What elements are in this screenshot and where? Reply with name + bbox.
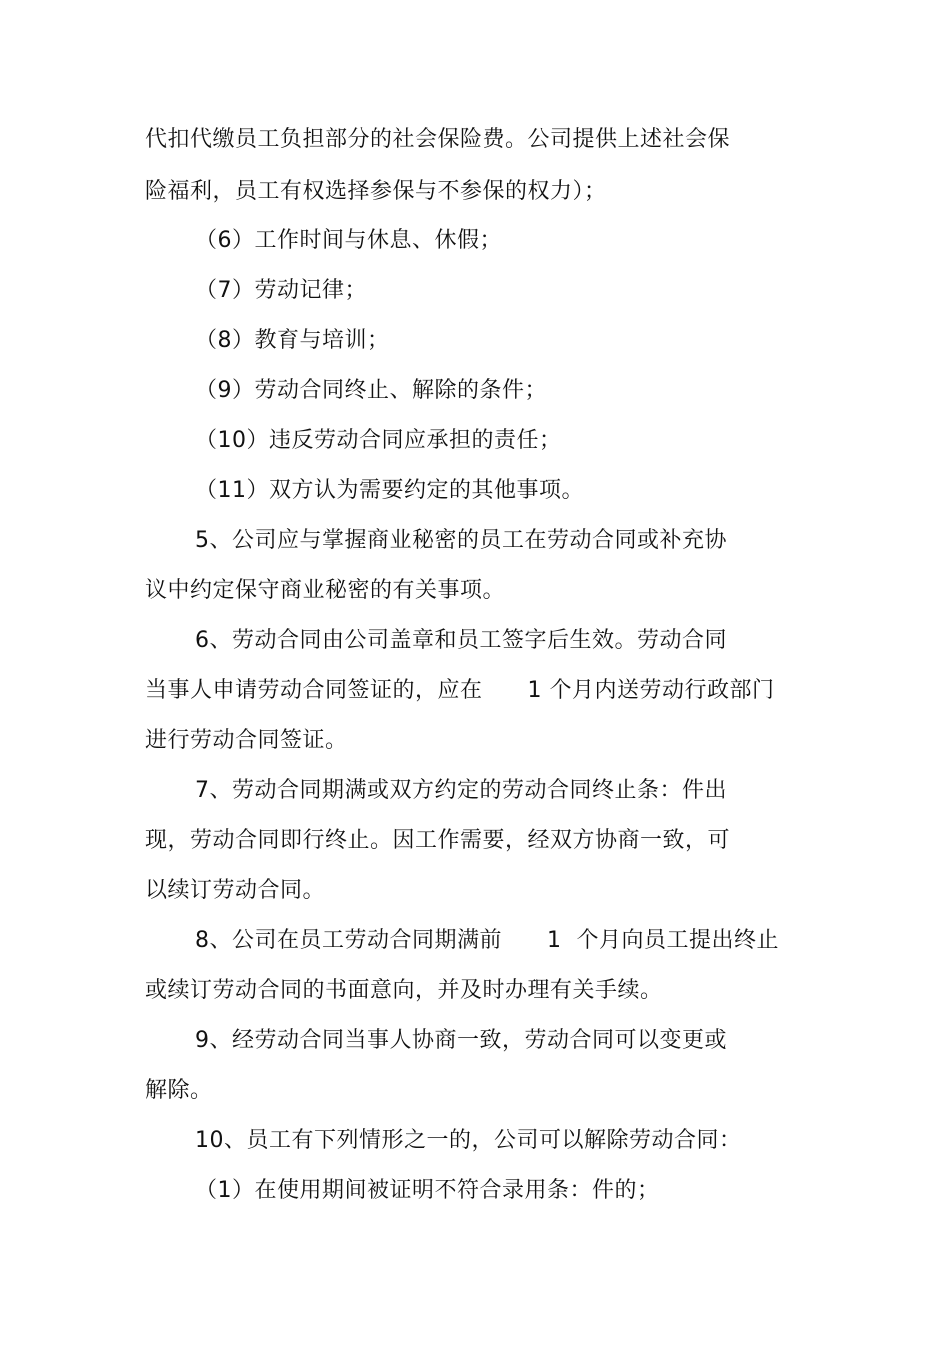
list-item: （8）教育与培训；: [195, 328, 390, 353]
paragraph-start: 5、公司应与掌握商业秘密的员工在劳动合同或补充协: [195, 528, 727, 553]
text-line: 或续订劳动合同的书面意向，并及时办理有关手续。: [145, 978, 663, 1003]
paragraph-start: 8、公司在员工劳动合同期满前 1 个月向员工提出终止: [195, 928, 779, 953]
paragraph-start: 10、员工有下列情形之一的，公司可以解除劳动合同：: [195, 1128, 742, 1153]
list-item: （1）在使用期间被证明不符合录用条：件的；: [195, 1178, 660, 1203]
text-line: 现，劳动合同即行终止。因工作需要，经双方协商一致，可: [145, 828, 731, 853]
text-line: 以续订劳动合同。: [145, 878, 326, 903]
text-line: 解除。: [145, 1078, 213, 1103]
text-line: 进行劳动合同签证。: [145, 728, 348, 753]
list-item: （11）双方认为需要约定的其他事项。: [195, 478, 584, 503]
text-line: 当事人申请劳动合同签证的，应在 1 个月内送劳动行政部门: [145, 678, 775, 703]
list-item: （10）违反劳动合同应承担的责任；: [195, 428, 562, 453]
paragraph-start: 6、劳动合同由公司盖章和员工签字后生效。劳动合同: [195, 628, 727, 653]
list-item: （7）劳动记律；: [195, 278, 367, 303]
text-line: 险福利，员工有权选择参保与不参保的权力）；: [145, 179, 607, 204]
paragraph-start: 9、经劳动合同当事人协商一致，劳动合同可以变更或: [195, 1028, 727, 1053]
text-line: 代扣代缴员工负担部分的社会保险费。公司提供上述社会保: [145, 127, 731, 152]
text-line: 议中约定保守商业秘密的有关事项。: [145, 578, 506, 603]
list-item: （6）工作时间与休息、休假；: [195, 228, 502, 253]
paragraph-start: 7、劳动合同期满或双方约定的劳动合同终止条：件出: [195, 778, 727, 803]
list-item: （9）劳动合同终止、解除的条件；: [195, 378, 547, 403]
